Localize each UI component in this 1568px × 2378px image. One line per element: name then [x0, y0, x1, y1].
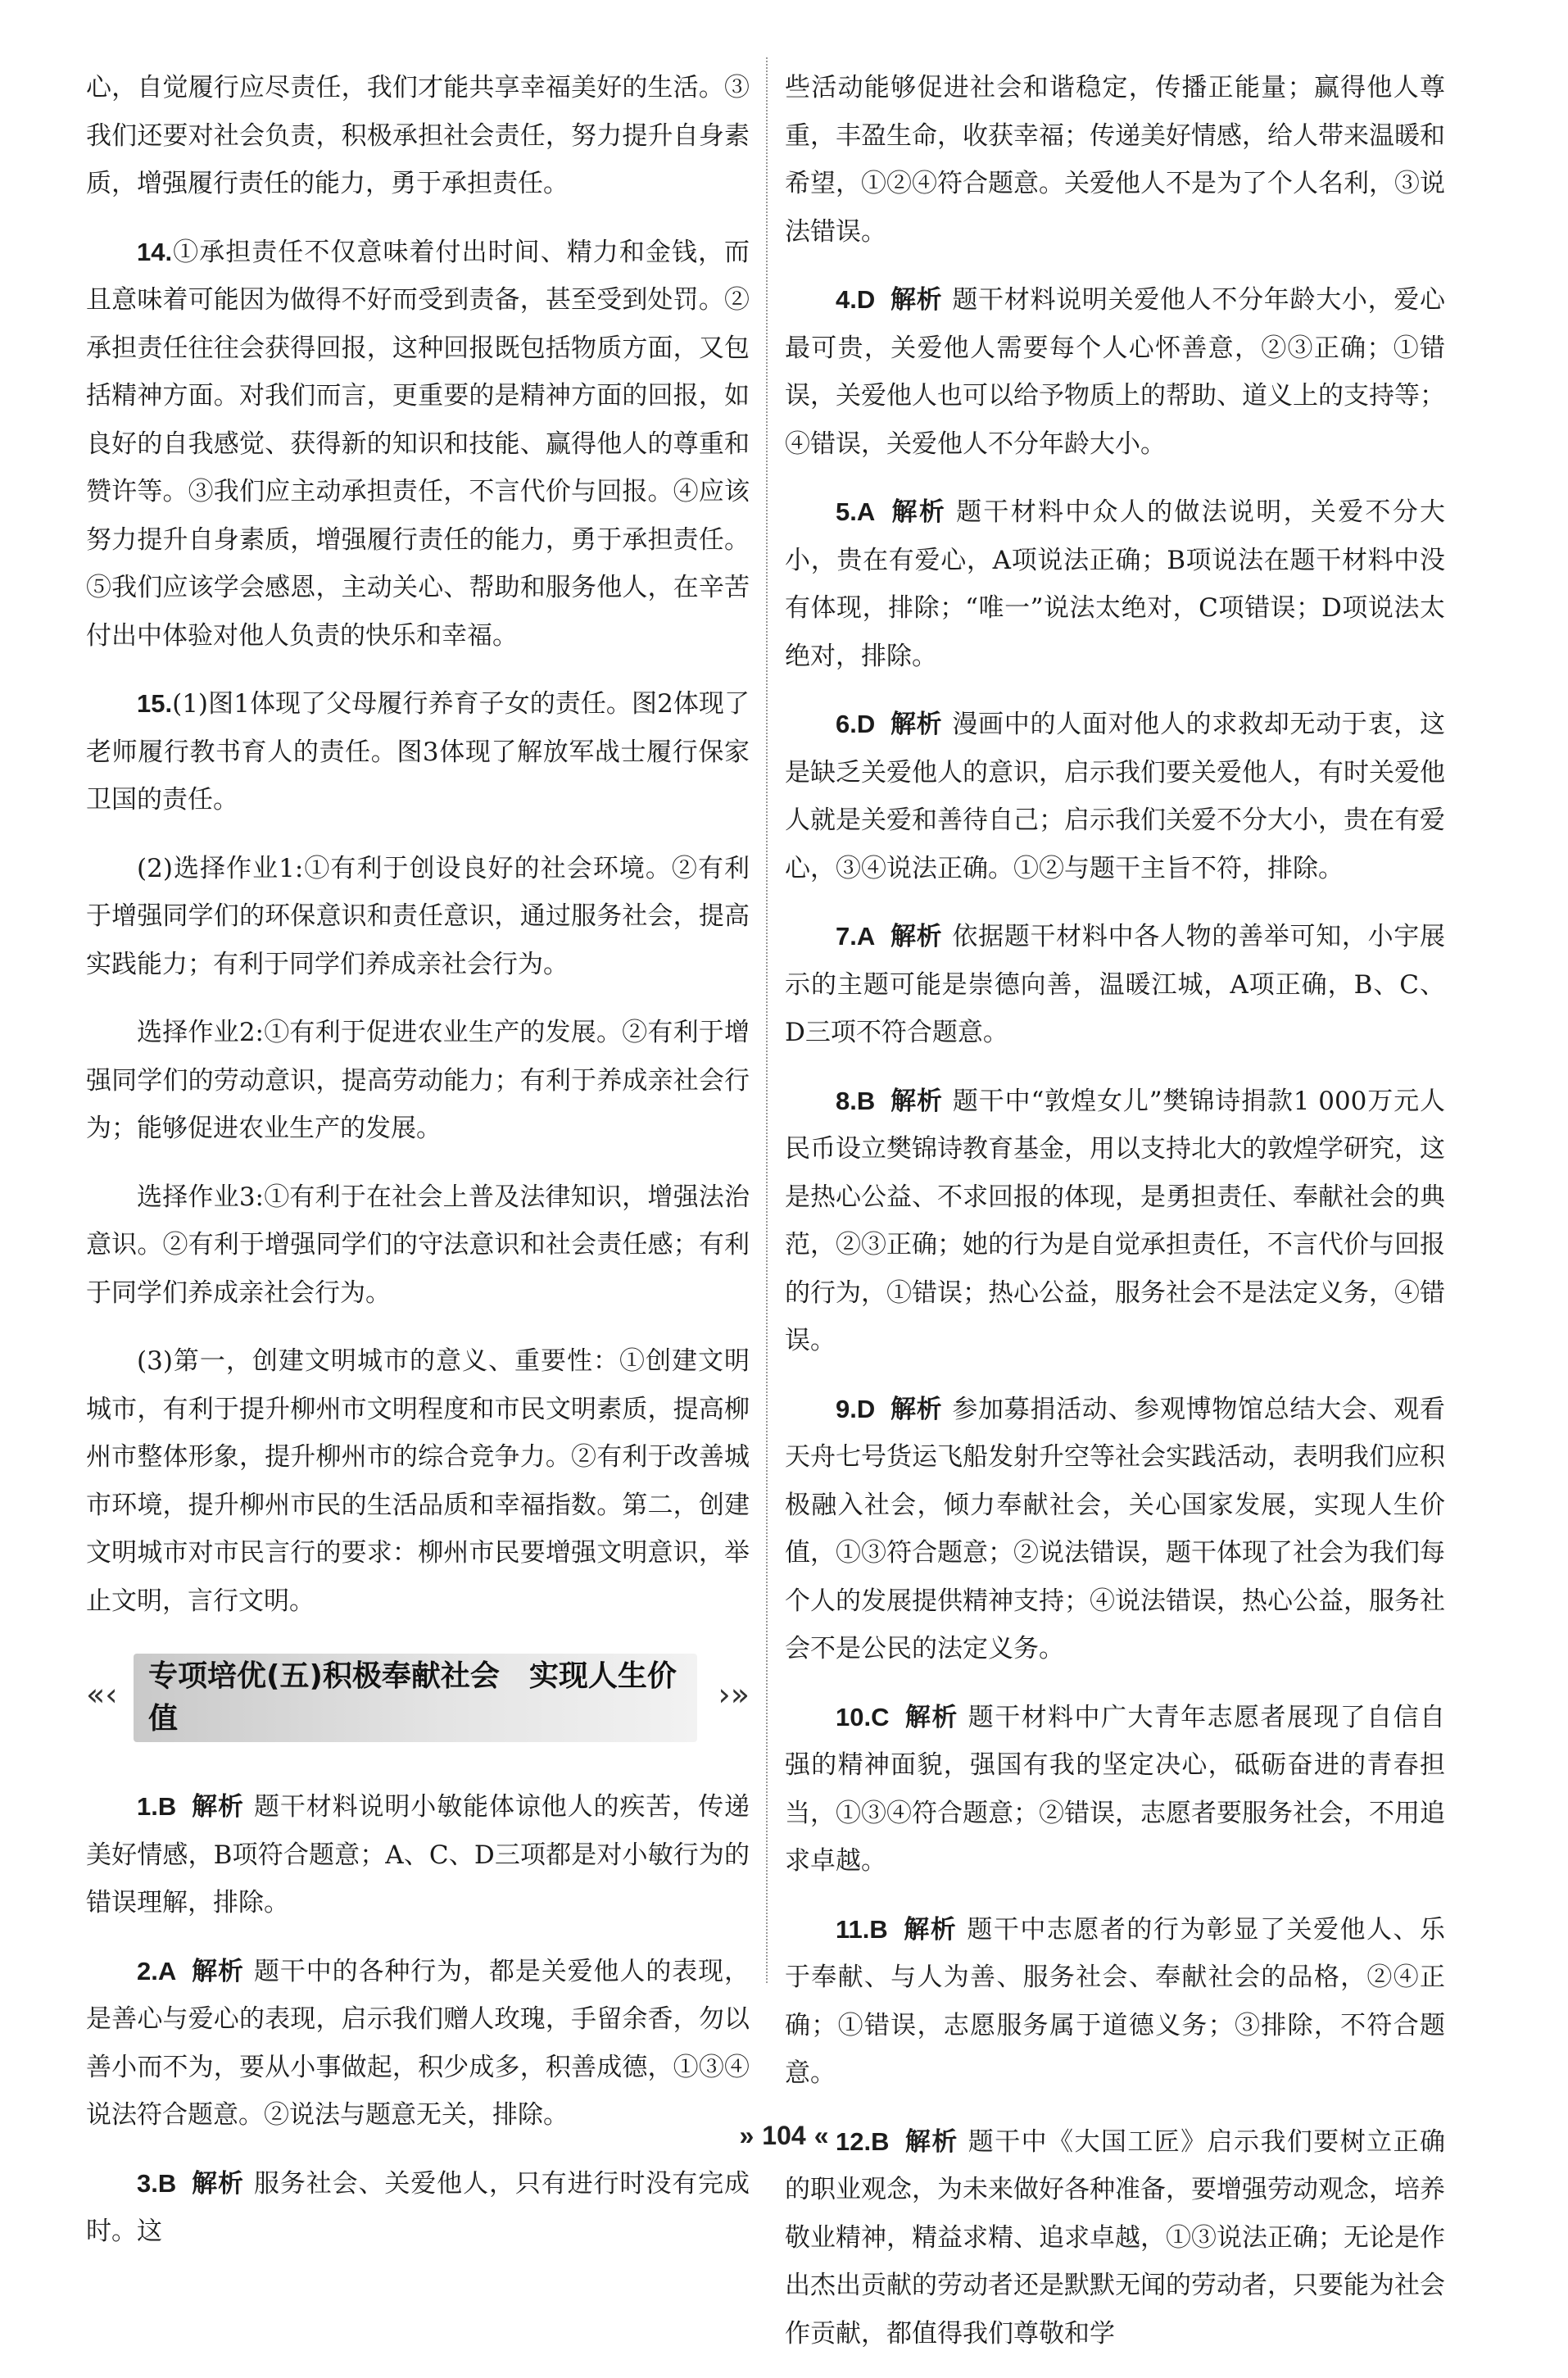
- answer-text: ①承担责任不仅意味着付出时间、精力和金钱，而且意味着可能因为做得不好而受到责备，甚至受到处罚。②承担责任往往会获得回报，这种回报既包括物质方面，又包括精神方面。对我们而言，更重要的是精神方面的回报，如良好的自我感觉、获得新的知识和技能、赢得他人的尊重和赞许等。③我们应主动承担责任，不言代价与回报。④应该努力提升自身素质，增强履行责任的能力，勇于承担责任。⑤我们应该学会感恩，主动关心、帮助和服务他人，在辛苦付出中体验对他人负责的快乐和幸福。: [86, 237, 750, 651]
- page-number: 104: [762, 2121, 806, 2150]
- paragraph-continued: 心，自觉履行应尽责任，我们才能共享幸福美好的生活。③我们还要对社会负责，积极承担社会责任，努力提升自身素质，增强履行责任的能力，勇于承担责任。: [86, 73, 750, 198]
- column-divider: [766, 57, 768, 1983]
- analysis-label: 解析: [890, 1086, 943, 1116]
- answer-7: [785, 913, 1445, 1057]
- answer-text: 题干中的各种行为，都是关爱他人的表现，是善心与爱心的表现，启示我们赠人玫瑰，手留余香，勿以善小而不为，要从小事做起，积少成多，积善成德，①③④说法符合题意。②说法与题意无关，排除。: [86, 1956, 750, 2130]
- answer-number: 7.A: [836, 922, 876, 951]
- answer-number: 15.: [137, 689, 173, 718]
- analysis-label: 解析: [890, 285, 943, 315]
- section-title: 专项培优(五)积极奉献社会 实现人生价值: [148, 1659, 677, 1736]
- analysis-label: 解析: [191, 1956, 244, 1986]
- answer-8: [785, 1078, 1445, 1365]
- analysis-label: 解析: [890, 710, 943, 739]
- answer-3: [86, 2160, 750, 2256]
- analysis-label: 解析: [890, 922, 943, 951]
- answer-text: 漫画中的人面对他人的求救却无动于衷，这是缺乏关爱他人的意识，启示我们要关爱他人，有时关爱他人就是关爱和善待自己；启示我们关爱不分大小，贵在有爱心，③④说法正确。①②与题干主旨不符，排除。: [785, 710, 1446, 883]
- footer-left-mark: »: [739, 2121, 755, 2150]
- answer-text: 依据题干材料中各人物的善举可知，小宇展示的主题可能是崇德向善，温暖江城，A项正确，B、C、D三项不符合题意。: [785, 922, 1446, 1047]
- double-chevron-left-icon: «‹: [86, 1677, 118, 1713]
- answer-4: [785, 276, 1445, 468]
- answer-number: 9.D: [836, 1394, 876, 1423]
- answer-number: 12.B: [836, 2126, 890, 2156]
- analysis-label: 解析: [191, 1792, 244, 1822]
- answer-text: 服务社会、关爱他人，只有进行时没有完成时。这: [86, 2168, 750, 2246]
- answer-text: 题干材料说明关爱他人不分年龄大小，爱心最可贵，关爱他人需要每个人心怀善意，②③正确；①错误，关爱他人也可以给予物质上的帮助、道义上的支持等；④错误，关爱他人不分年龄大小。: [785, 285, 1446, 459]
- answer-1: [86, 1783, 750, 1927]
- answer-11: [785, 1906, 1445, 2098]
- analysis-label: 解析: [902, 1914, 958, 1945]
- answer-15-part-2: (2)选择作业1:①有利于创设良好的社会环境。②有利于增强同学们的环保意识和责任意识，通过服务社会，提高实践能力；有利于同学们养成亲社会行为。: [86, 853, 750, 979]
- answer-15-option-3: 选择作业3:①有利于在社会上普及法律知识，增强法治意识。②有利于增强同学们的守法意识和社会责任感；有利于同学们养成亲社会行为。: [86, 1182, 750, 1308]
- answer-2: [86, 1948, 750, 2140]
- answer-text: 题干材料中广大青年志愿者展现了自信自强的精神面貌，强国有我的坚定决心，砥砺奋进的青春担当，①③④符合题意；②错误，志愿者要服务社会，不用追求卓越。: [785, 1702, 1446, 1876]
- answer-3-continued: 些活动能够促进社会和谐稳定，传播正能量；赢得他人尊重，丰盈生命，收获幸福；传递美好情感，给人带来温暖和希望，①②④符合题意。关爱他人不是为了个人名利，③说法错误。: [785, 73, 1445, 247]
- answer-12: [785, 2118, 1445, 2358]
- analysis-label: 解析: [904, 1702, 958, 1732]
- answer-10: [785, 1694, 1445, 1886]
- answer-number: 8.B: [836, 1086, 876, 1115]
- answer-number: 2.A: [137, 1956, 177, 1985]
- right-column: [785, 64, 1445, 2378]
- section-banner: [86, 1645, 750, 1752]
- answer-text: 题干中“敦煌女儿”樊锦诗捐款1 000万元人民币设立樊锦诗教育基金，用以支持北大的敦煌学研究，这是热心公益、不求回报的体现，是勇担责任、奉献社会的典范，②③正确；她的行为是自觉承担责任，不言代价与回报的行为，①错误；热心公益，服务社会不是法定义务，④错误。: [785, 1086, 1445, 1355]
- analysis-label: 解析: [890, 497, 947, 527]
- answer-number: 1.B: [137, 1792, 177, 1821]
- analysis-label: 解析: [191, 2168, 244, 2199]
- answer-15-part-3: (3)第一，创建文明城市的意义、重要性：①创建文明城市，有利于提升柳州市文明程度和市民文明素质，提高柳州市整体形象，提升柳州市的综合竞争力。②有利于改善城市环境，提升柳州市民的生活品质和幸福指数。第二，创建文明城市对市民言行的要求：柳州市民要增强文明意识，举止文明，言行文明。: [86, 1346, 750, 1616]
- answer-text: (1)图1体现了父母履行养育子女的责任。图2体现了老师履行教书育人的责任。图3体现了解放军战士履行保家卫国的责任。: [86, 689, 750, 815]
- answer-number: 11.B: [836, 1914, 888, 1944]
- answer-6: [785, 701, 1445, 892]
- answer-text: 题干材料说明小敏能体谅他人的疾苦，传递美好情感，B项符合题意；A、C、D三项都是对小敏行为的错误理解，排除。: [86, 1792, 750, 1917]
- answer-15: [86, 680, 750, 824]
- answer-number: 14.: [137, 237, 173, 266]
- answer-number: 6.D: [836, 710, 876, 738]
- footer-right-mark: «: [813, 2121, 829, 2150]
- analysis-label: 解析: [890, 1394, 943, 1424]
- answer-5: [785, 488, 1445, 680]
- answer-text: 题干中《大国工匠》启示我们要树立正确的职业观念，为未来做好各种准备，要增强劳动观念，培养敬业精神，精益求精、追求卓越，①③说法正确；无论是作出杰出贡献的劳动者还是默默无闻的劳动者，只要能为社会作贡献，都值得我们尊敬和学: [785, 2126, 1446, 2349]
- answer-text: 题干中志愿者的行为彰显了关爱他人、乐于奉献、与人为善、服务社会、奉献社会的品格，②④正确；①错误，志愿服务属于道德义务；③排除，不符合题意。: [785, 1914, 1446, 2088]
- answer-number: 4.D: [836, 285, 876, 314]
- answer-number: 5.A: [836, 497, 876, 526]
- answer-9: [785, 1386, 1445, 1673]
- answer-14: [86, 229, 750, 660]
- left-column: [86, 64, 750, 2276]
- answer-number: 3.B: [137, 2168, 177, 2198]
- analysis-label: 解析: [904, 2126, 958, 2157]
- page-footer: [0, 2121, 1568, 2151]
- answer-number: 10.C: [836, 1702, 890, 1731]
- double-chevron-right-icon: ›»: [718, 1677, 750, 1713]
- answer-15-option-2: 选择作业2:①有利于促进农业生产的发展。②有利于增强同学们的劳动意识，提高劳动能力；有利于养成亲社会行为；能够促进农业生产的发展。: [86, 1018, 750, 1143]
- answer-text: 题干材料中众人的做法说明，关爱不分大小，贵在有爱心，A项说法正确；B项说法在题干材料中没有体现，排除；“唯一”说法太绝对，C项错误；D项说法太绝对，排除。: [785, 497, 1446, 671]
- answer-text: 参加募捐活动、参观博物馆总结大会、观看天舟七号货运飞船发射升空等社会实践活动，表明我们应积极融入社会，倾力奉献社会，关心国家发展，实现人生价值，①③符合题意；②说法错误，题干体现了社会为我们每个人的发展提供精神支持；④说法错误，热心公益，服务社会不是公民的法定义务。: [785, 1394, 1446, 1663]
